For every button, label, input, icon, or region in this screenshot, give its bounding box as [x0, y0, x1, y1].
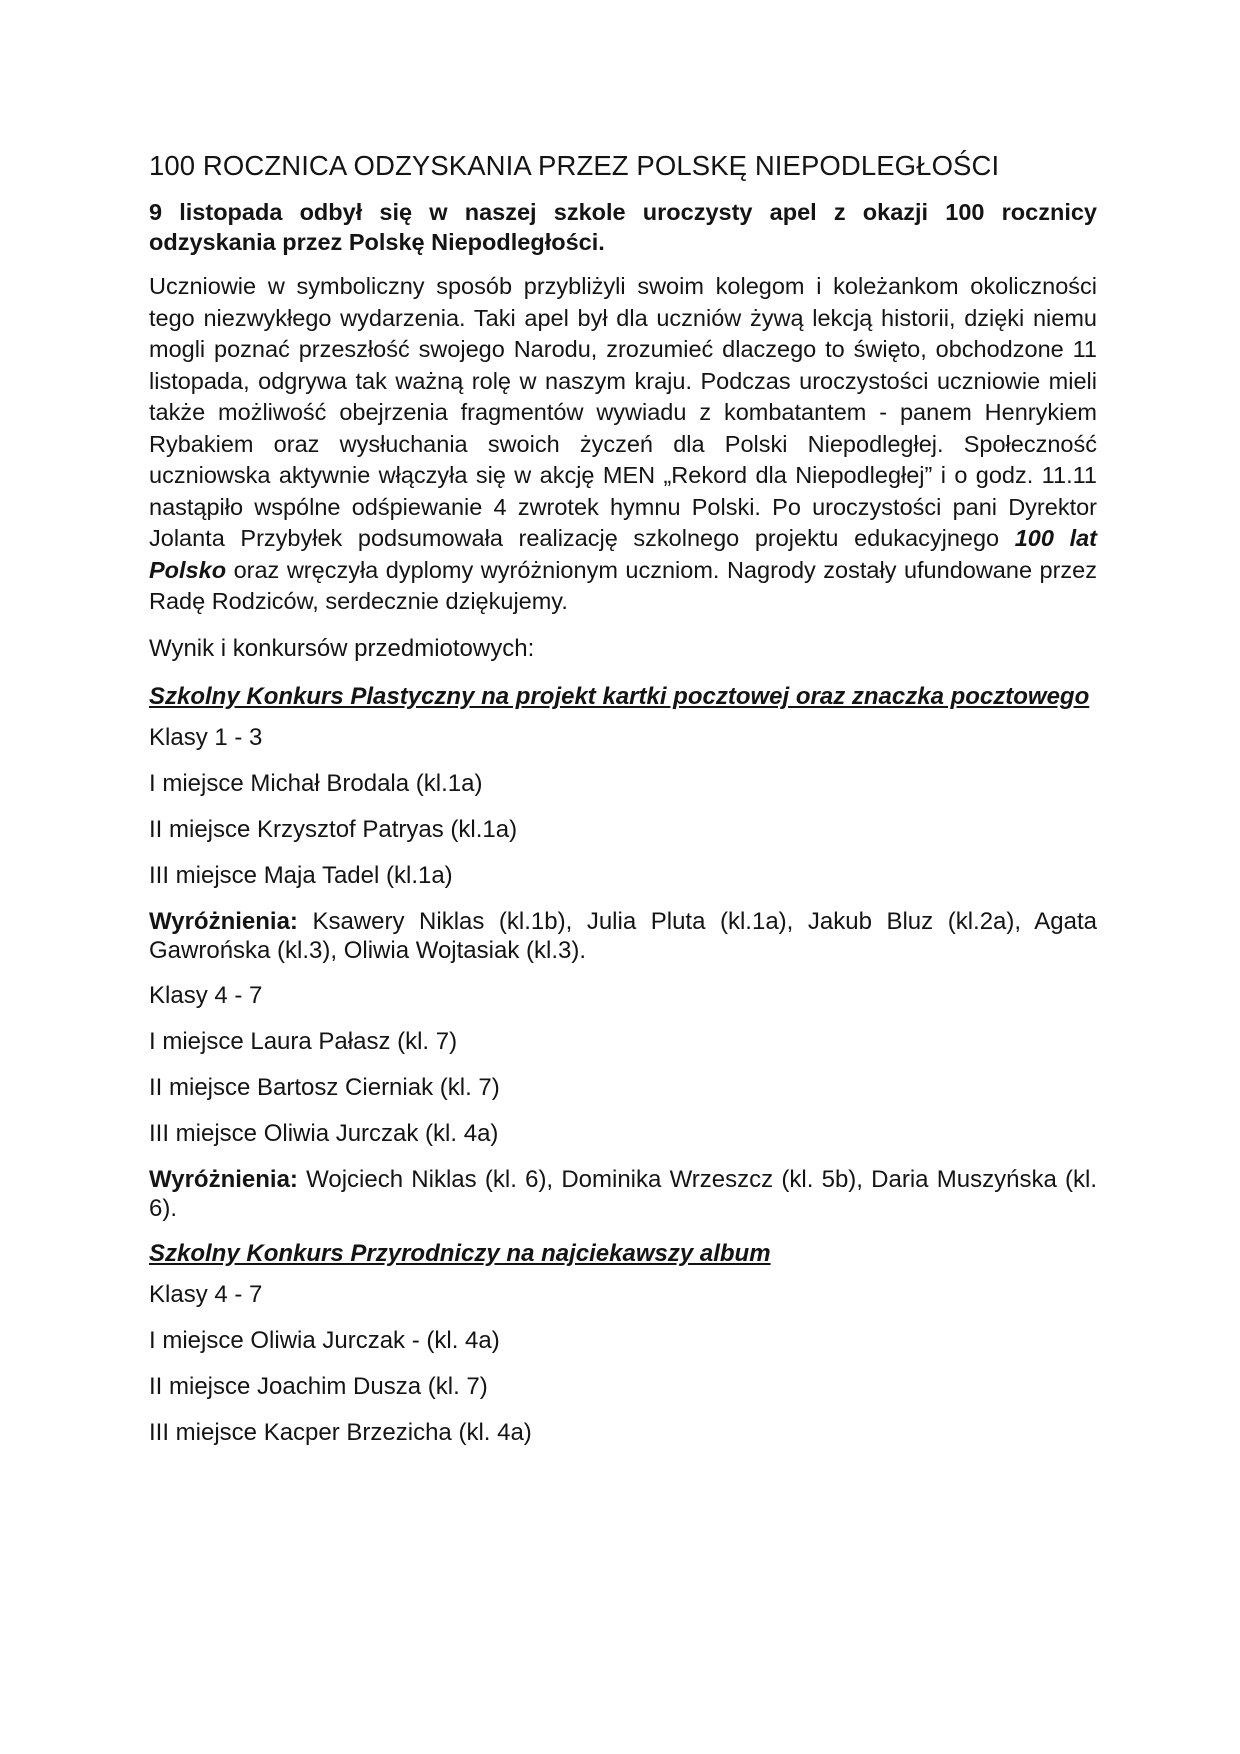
contest1-group-a-third: III miejsce Maja Tadel (kl.1a) [149, 861, 453, 889]
contest1-group-a-honors [149, 907, 1097, 965]
page-title: 100 ROCZNICA ODZYSKANIA PRZEZ POLSKĘ NIEPODLEGŁOŚCI [149, 150, 1000, 181]
document-page [149, 148, 1097, 1464]
contest1-group-b-second: II miejsce Bartosz Cierniak (kl. 7) [149, 1073, 500, 1101]
body-text-part1: Uczniowie w symboliczny sposób przybliżyli swoim kolegom i koleżankom okoliczności tego niezwykłego wydarzenia. Taki apel był dla uczniów żywą lekcją historii, dzięki niemu mogli poznać przeszłość swojego Narodu, zrozumieć dlaczego to święto, obchodzone 11 listopada, odgrywa tak ważną rolę w naszym kraju. Podczas uroczystości uczniowie mieli także możliwość obejrzenia fragmentów wywiadu z kombatantem - panem Henrykiem Rybakiem oraz wysłuchania swoich życzeń dla Polski Niepodległej. Społeczność uczniowska aktywnie włączyła się w akcję MEN „Rekord dla Niepodległej” i o godz. 11.11 nastąpiło wspólne odśpiewanie 4 zwrotek hymnu Polski. Po uroczystości pani Dyrektor Jolanta Przybyłek podsumowała realizację szkolnego projektu edukacyjnego [149, 273, 1097, 551]
contest2-group-label: Klasy 4 - 7 [149, 1280, 263, 1308]
contest1-group-a-label: Klasy 1 - 3 [149, 723, 263, 751]
results-intro: Wynik i konkursów przedmiotowych: [149, 634, 535, 662]
contest2-second: II miejsce Joachim Dusza (kl. 7) [149, 1372, 488, 1400]
contest1-group-b-honors [149, 1165, 1097, 1223]
honors-list: Ksawery Niklas (kl.1b), Julia Pluta (kl.1a), Jakub Bluz (kl.2a), Agata Gawrońska (kl.3), Oliwia Wojtasiak (kl.3). [149, 907, 1097, 964]
honors-label: Wyróżnienia: [149, 1165, 298, 1193]
contest1-group-b-first: I miejsce Laura Pałasz (kl. 7) [149, 1027, 458, 1055]
contest2-first: I miejsce Oliwia Jurczak - (kl. 4a) [149, 1326, 500, 1354]
contest2-heading: Szkolny Konkurs Przyrodniczy na najciekawszy album [149, 1239, 771, 1267]
contest1-group-a-second: II miejsce Krzysztof Patryas (kl.1a) [149, 815, 518, 843]
contest1-group-b-third: III miejsce Oliwia Jurczak (kl. 4a) [149, 1119, 499, 1147]
contest1-heading: Szkolny Konkurs Plastyczny na projekt kartki pocztowej oraz znaczka pocztowego [149, 682, 1090, 710]
contest1-group-a-first: I miejsce Michał Brodala (kl.1a) [149, 769, 483, 797]
body-paragraph [149, 271, 1097, 618]
honors-list: Wojciech Niklas (kl. 6), Dominika Wrzeszcz (kl. 5b), Daria Muszyńska (kl. 6). [149, 1165, 1098, 1222]
honors-label: Wyróżnienia: [149, 907, 298, 935]
contest2-third: III miejsce Kacper Brzezicha (kl. 4a) [149, 1418, 532, 1446]
body-text-part2: oraz wręczyła dyplomy wyróżnionym uczniom. Nagrody zostały ufundowane przez Radę Rodziców, serdecznie dziękujemy. [149, 556, 1097, 614]
contest1-group-b-label: Klasy 4 - 7 [149, 981, 263, 1009]
project-name: 100 lat Polsko [149, 525, 1097, 583]
lead-paragraph: 9 listopada odbył się w naszej szkole uroczysty apel z okazji 100 rocznicy odzyskania przez Polskę Niepodległości. [149, 199, 1097, 255]
